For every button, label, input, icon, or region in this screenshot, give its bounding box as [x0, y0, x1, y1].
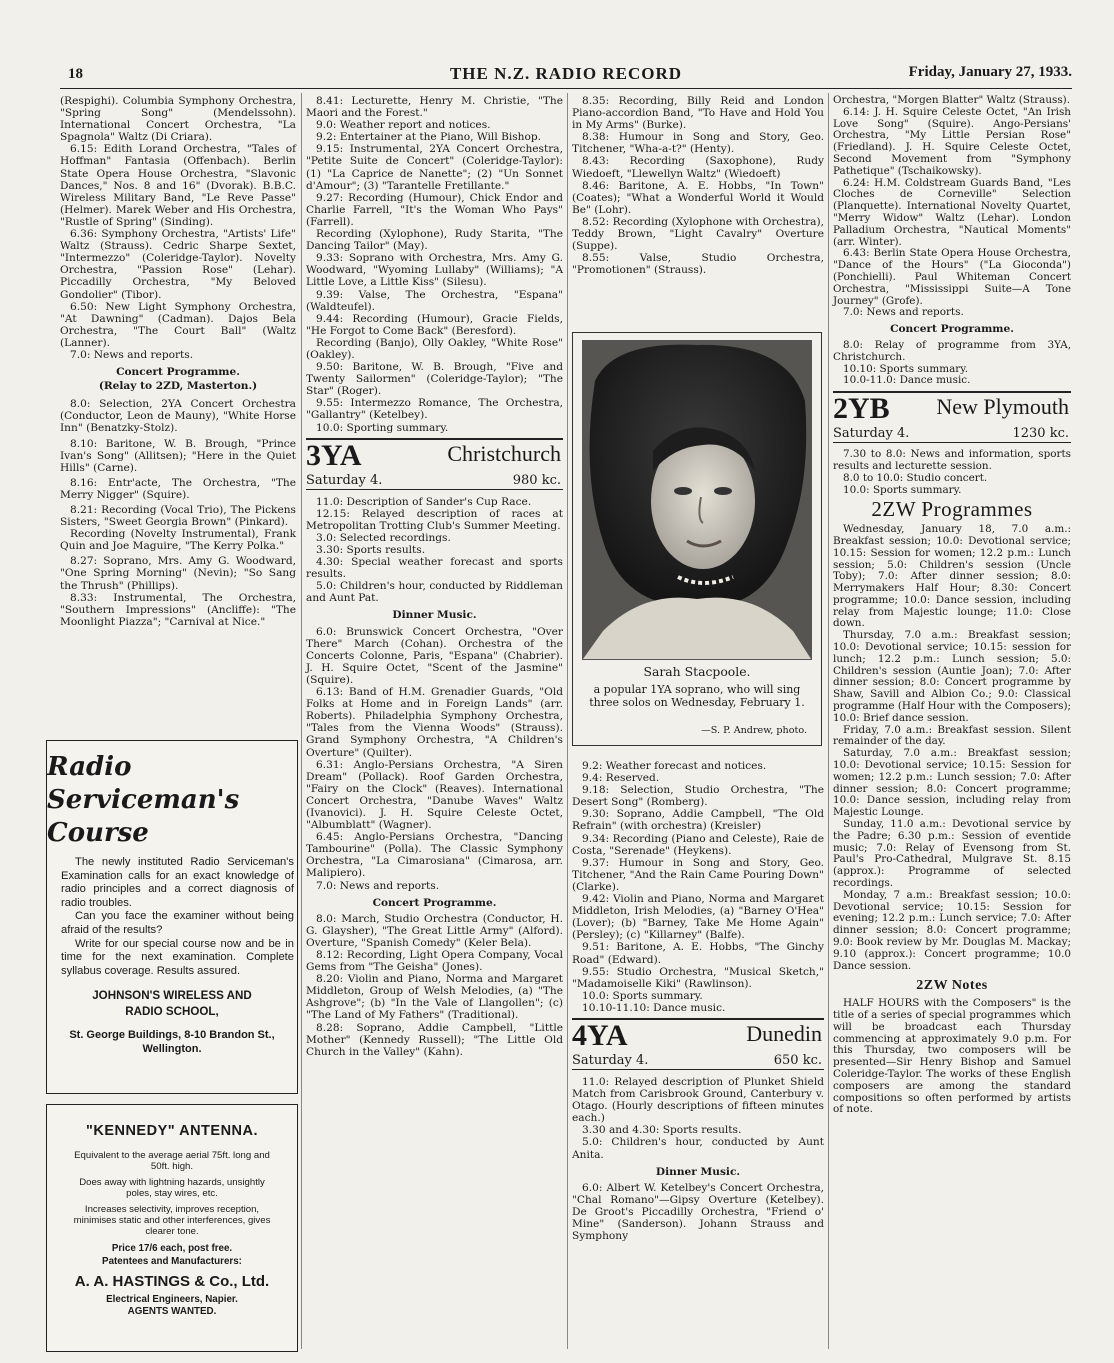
programme-item: 8.0: March, Studio Orchestra (Conductor, H. G. Glaysher), "The Great Little Army" (Alford). Overture, "Spanish Comedy" (Keler Bela). — [306, 912, 563, 949]
section-heading: Dinner Music. — [392, 609, 477, 622]
programme-item: 9.0: Weather report and notices. — [316, 119, 491, 132]
station-callsign: 3YA — [306, 438, 362, 472]
programme-item: 11.0: Description of Sander's Cup Race. — [316, 495, 532, 508]
programme-item: 5.0: Children's hour, conducted by Riddleman and Aunt Pat. — [306, 580, 563, 605]
programme-item: 8.55: Valse, Studio Orchestra, "Promotionen" (Strauss). — [572, 252, 824, 277]
programme-item: 7.0: News and reports. — [316, 879, 440, 892]
programme-item: 8.12: Recording, Light Opera Company, Vocal Gems from "The Geisha" (Jones). — [306, 949, 563, 974]
programme-item: 9.4: Reserved. — [582, 772, 660, 785]
photo-caption: a popular 1YA soprano, who will sing three solos on Wednesday, February 1. — [589, 683, 805, 709]
programme-item: 8.46: Baritone, A. E. Hobbs, "In Town" (Coates); "What a Wonderful World it Would Be" (Lohr). — [572, 179, 824, 216]
station-city: Christchurch — [447, 440, 561, 466]
programme-item: 10.0: Sports summary. — [582, 989, 703, 1002]
programme-item: 6.13: Band of H.M. Grenadier Guards, "Old Folks at Home and in Foreign Lands" (arr. Roberts). Philadelphia Symphony Orchestra, "Tales from the Vienna Woods" (Strauss). Grand Symphony Orchestra, "A Children's Overture" (Quilter). — [306, 686, 563, 759]
programme-item: 6.14: J. H. Squire Celeste Octet, "An Irish Love Song" (Squire). Ango-Persians' Orchestra, "My Little Persian Rose" (Friedland). J. H. Squire Celeste Octet, Second Movement from "Symphony Pathetique" (Tschaikowsky). — [833, 105, 1071, 177]
programme-item: 7.0: News and reports. — [843, 306, 964, 319]
programme-item: (Respighi). Columbia Symphony Orchestra, "Spring Song" (Mendelssohn). International Concert Orchestra, "La Spagnola" Waltz (Di Criara). — [60, 95, 296, 144]
programme-item: 6.45: Anglo-Persians Orchestra, "Dancing Tambourine" (Polla). The Classic Symphony Orchestra, "La Cimarosiana" (Cimarosa, arr. Malipiero). — [306, 831, 563, 880]
ad-price: Price 17/6 each, post free. — [111, 1243, 233, 1255]
programme-item: 10.0-11.0: Dance music. — [843, 374, 971, 387]
column-4 — [833, 95, 1071, 1116]
section-heading: Concert Programme. — [116, 366, 240, 379]
station-header-4ya — [572, 1018, 824, 1070]
section-heading: Dinner Music. — [655, 1165, 741, 1178]
ad-firm — [47, 988, 297, 1020]
programme-item: 10.0: Sporting summary. — [316, 421, 449, 434]
programme-item: 6.24: H.M. Coldstream Guards Band, "Les Cloches de Corneville" Selection (Planquette). International Novelty Quartet, "Merry Widow" Waltz (Lehar). London Palladium Orchestra, "Nautical Moments" (arr. Winter). — [833, 176, 1071, 248]
section-subheading: (Relay to 2ZD, Masterton.) — [98, 380, 258, 393]
programme-item: 8.38: Humour in Song and Story, Geo. Titchener, "Wha-a-t?" (Henty). — [572, 131, 824, 156]
programme-item: 9.44: Recording (Humour), Gracie Fields, "He Forgot to Come Back" (Beresford). — [306, 312, 563, 337]
programme-item: 8.0: Relay of programme from 3YA, Christchurch. — [833, 338, 1071, 363]
masthead — [60, 62, 1072, 90]
ad-brand: "KENNEDY" ANTENNA. — [85, 1123, 259, 1139]
ad-paragraph: The newly instituted Radio Serviceman's Examination calls for an exact knowledge of radio principles and a correct diagnosis of radio troubles. — [61, 856, 294, 909]
ad-headline-line: Serviceman's — [47, 785, 240, 815]
programme-item: 9.2: Weather forecast and notices. — [582, 760, 767, 772]
programme-item: 6.0: Albert W. Ketelbey's Concert Orchestra, "Chal Romano"—Gipsy Overture (Ketelbey). De Groot's Piccadilly Orchestra, "Friend o' Mine" (Sanderson). Johann Strauss and Symphony — [572, 1181, 824, 1243]
programme-item: 8.28: Soprano, Addie Campbell, "Little Mother" (Kennedy Russell); "The Little Old Church in the Valley" (Kahn). — [306, 1021, 563, 1058]
programme-item: 6.15: Edith Lorand Orchestra, "Tales of Hoffman" Fantasia (Offenbach). Berlin State Opera House Orchestra, "Slavonic Dances," Nos. 8 and 16" (Dvorak). B.B.C. Wireless Military Band, "Le Reve Passe" (Helmer). Marek Weber and His Orchestra, "Rustle of Spring" (Sinding). — [60, 143, 296, 228]
column-2 — [306, 95, 563, 1058]
programme-item: 8.16: Entr'acte, The Orchestra, "The Merry Nigger" (Squire). — [60, 476, 296, 501]
masthead-rule — [60, 88, 1072, 89]
column-divider — [301, 93, 302, 1349]
section-title-2zw-programmes: 2ZW Programmes — [871, 497, 1033, 522]
programme-item: 4.30: Special weather forecast and sports results. — [306, 556, 563, 581]
ad-company-line: AGENTS WANTED. — [127, 1306, 217, 1318]
radio-course-advertisement — [46, 740, 298, 1094]
ad-body — [47, 856, 297, 978]
schedule-day: Monday, 7 a.m.: Breakfast session; 10.0: Devotional service; 10.15: Session for evening; 12.2 p.m.: Lunch service; 7.0: After dinner session; 8.0: Concert programme; 9.0: Book review by Mr. Douglas M. Mackay; 9.10 (approx.): Concert programme; 10.0 Dance session. — [833, 888, 1071, 972]
ad-company: A. A. HASTINGS & Co., Ltd. — [74, 1273, 270, 1291]
kennedy-antenna-advertisement — [46, 1104, 298, 1352]
section-heading: Concert Programme. — [890, 323, 1014, 336]
ad-feature: Increases selectivity, improves reception, minimises static and other interferences, gives clearer tone. — [73, 1204, 271, 1237]
programme-item: 9.55: Intermezzo Romance, The Orchestra, "Gallantry" (Ketelbey). — [306, 397, 563, 422]
programme-item: 7.0: News and reports. — [70, 348, 194, 361]
programme-item: 9.34: Recording (Piano and Celeste), Raie de Costa, "Serenade" (Heykens). — [572, 832, 824, 857]
programme-item: 8.43: Recording (Saxophone), Rudy Wiedoeft, "Llewellyn Waltz" (Wiedoeft) — [572, 155, 824, 180]
ad-patentees: Patentees and Manufacturers: — [102, 1256, 242, 1268]
programme-item: 6.50: New Light Symphony Orchestra, "At Dawning" (Cadman). Dajos Bela Orchestra, "The Court Ball" (Waltz (Lanner). — [60, 300, 296, 349]
programme-item: 9.50: Baritone, W. B. Brough, "Five and Twenty Sailormen" (Coleridge-Taylor); "The Star" (Roger). — [306, 361, 563, 398]
programme-item: 9.39: Valse, The Orchestra, "Espana" (Waldteufel). — [306, 288, 563, 313]
programme-item: Recording (Xylophone), Rudy Starita, "The Dancing Tailor" (May). — [306, 228, 563, 253]
schedule-day: Friday, 7.0 a.m.: Breakfast session. Silent remainder of the day. — [833, 723, 1071, 748]
programme-item: 10.10: Sports summary. — [843, 362, 969, 375]
programme-item: 8.41: Lecturette, Henry M. Christie, "The Maori and the Forest." — [306, 95, 563, 120]
portrait-illustration — [583, 341, 811, 659]
portrait-image — [582, 340, 812, 660]
programme-item: 10.10-11.10: Dance music. — [582, 1001, 726, 1014]
programme-item: 3.0: Selected recordings. — [316, 531, 451, 544]
ad-firm-line: JOHNSON'S WIRELESS AND — [92, 989, 252, 1003]
ad-address — [47, 1028, 297, 1056]
programme-item: 6.36: Symphony Orchestra, "Artists' Life" Waltz (Strauss). Cedric Sharpe Sextet, "Intermezzo" (Coleridge-Taylor). Novelty Orchestra, "Passion Rose" (Lehar). Piccadilly Orchestra, "My Beloved Gondolier" (Tibor). — [60, 228, 296, 301]
programme-item: 6.43: Berlin State Opera House Orchestra, "Dance of the Hours" ("La Gioconda") (Ponchielli). Paul Whiteman Concert Orchestra, "Mississippi Suite—A Tone Journey" (Grofe). — [833, 247, 1071, 307]
section-title-2zw-notes: 2ZW Notes — [916, 978, 988, 994]
schedule-day: Thursday, 7.0 a.m.: Breakfast session; 10.0: Devotional service; 10.15: session for lunch; 12.2 p.m.: Lunch session; 5.0: Children's session (Auntie Joan); 7.0: After dinner session; 8.0: Concert programme by Shaw, Savill and Albion Co.; 9.0: Classical programme (Half Hour with the Composers); 10.0: Brief dance session. — [833, 629, 1071, 724]
ad-headline-line: Radio — [47, 752, 132, 782]
photo-subject-name: Sarah Stacpoole. — [643, 664, 751, 679]
page-number: 18 — [68, 66, 83, 82]
ad-headline-line: Course — [47, 818, 149, 848]
column-3-top — [572, 95, 824, 276]
programme-item: 9.18: Selection, Studio Orchestra, "The Desert Song" (Romberg). — [572, 784, 824, 809]
programme-item: 3.30 and 4.30: Sports results. — [582, 1124, 742, 1137]
programme-item: 8.0: Selection, 2YA Concert Orchestra (Conductor, Leon de Mauny), "White Horse Inn" (Benatzky-Stolz). — [60, 398, 296, 435]
ad-firm-line: RADIO SCHOOL, — [125, 1005, 219, 1019]
programme-item: 9.30: Soprano, Addie Campbell, "The Old Refrain" (with orchestra) (Kreisler) — [572, 808, 824, 833]
programme-item: 8.0 to 10.0: Studio concert. — [843, 471, 988, 484]
schedule-day: Sunday, 11.0 a.m.: Devotional service by the Padre; 6.30 p.m.: Session of eventide music; 7.0: Relay of Evensong from St. Paul's Pro-Cathedral, Mulgrave St. 8.15 (approx.): Programme of selected recordings. — [833, 818, 1071, 890]
programme-item: 7.30 to 8.0: News and information, sports results and lecturette session. — [833, 448, 1071, 472]
notes-paragraph: HALF HOURS with the Composers" is the title of a series of special programmes which will be broadcast each Thursday commencing at approximately 9.0 p.m. For this Thursday, two composers will be presented—Sir Henry Bishop and Samuel Coleridge-Taylor. The works of these English composers are among the standard compositions so often performed by artists of note. — [833, 997, 1071, 1116]
programme-item: 12.15: Relayed description of races at Metropolitan Trotting Club's Summer Meeting. — [306, 507, 563, 532]
programme-item: 6.0: Brunswick Concert Orchestra, "Over There" March (Cohan). Orchestra of the Concerts Colonne, Paris, "Espana" (Chabrier). J. H. Squire Octet, "Scent of the Jasmine" (Squire). — [306, 625, 563, 686]
programme-item: 8.33: Instrumental, The Orchestra, "Southern Impressions" (Ancliffe): "The Moonlight Piazza"; "Carnival at Nice." — [60, 591, 296, 628]
programme-item: 9.2: Entertainer at the Piano, Will Bishop. — [316, 131, 542, 144]
column-divider — [828, 93, 829, 1349]
programme-item: 8.52: Recording (Xylophone with Orchestra), Teddy Brown, "Light Cavalry" Overture (Suppe). — [572, 215, 824, 253]
ad-address-line: St. George Buildings, 8-10 Brandon St., — [69, 1029, 275, 1042]
portrait-photo — [572, 332, 822, 746]
ad-company-line: Electrical Engineers, Napier. — [106, 1294, 238, 1306]
ad-paragraph: Can you face the examiner without being afraid of the results? — [61, 910, 294, 936]
programme-item: 8.21: Recording (Vocal Trio), The Pickens Sisters, "Sweet Georgia Brown" (Pinkard). — [60, 504, 296, 529]
station-callsign: 2YB — [833, 392, 890, 426]
section-heading: Concert Programme. — [372, 896, 497, 909]
programme-item: 9.55: Studio Orchestra, "Musical Sketch," "Madamoiselle Kiki" (Rawlinson). — [572, 965, 824, 990]
programme-item: 8.27: Soprano, Mrs. Amy G. Woodward, "One Spring Morning" (Nevin); "So Sang the Thrush" (Phillips). — [60, 555, 296, 592]
programme-item: 6.31: Anglo-Persians Orchestra, "A Siren Dream" (Pollack). Roof Garden Orchestra, "Fairy on the Clock" (Reaves). International Concert Orchestra, "Danube Waves" Waltz (Ivanovici). J. H. Squire Celeste Octet, "Albumblatt" (Wagner). — [306, 758, 563, 832]
programme-item: 9.42: Violin and Piano, Norma and Margaret Middleton, Irish Melodies, (a) "Barney O'Hea" (Lover); (b) "Barney, Take Me Home Again" (Persley); (c) "Killarney" (Balfe). — [572, 893, 824, 942]
programme-item: 9.15: Instrumental, 2YA Concert Orchestra, "Petite Suite de Concert" (Coleridge-Taylor): (1) "La Caprice de Nanette"; (2) "Un Sonnet d'Amour"; (3) "Tarantelle Fretillante." — [306, 143, 563, 192]
station-header-2yb — [833, 391, 1071, 443]
column-1 — [60, 95, 296, 628]
photo-credit: —S. P. Andrew, photo. — [701, 725, 807, 736]
programme-item: 3.30: Sports results. — [316, 544, 426, 556]
ad-feature: Does away with lightning hazards, unsightly poles, stay wires, etc. — [79, 1177, 265, 1199]
programme-item: 9.27: Recording (Humour), Chick Endor and Charlie Farrell, "It's the Woman Who Pays" (Farrell). — [306, 191, 563, 228]
station-city: New Plymouth — [936, 394, 1069, 420]
station-city: Dunedin — [746, 1020, 822, 1046]
programme-item: 9.37: Humour in Song and Story, Geo. Titchener, "And the Rain Came Pouring Down" (Clarke). — [572, 856, 824, 893]
station-day: Saturday 4. — [572, 1052, 649, 1068]
station-frequency: 650 kc. — [773, 1052, 822, 1068]
schedule-day: Wednesday, January 18, 7.0 a.m.: Breakfast session; 10.0: Devotional service; 10.15: Session for women; 12.2 p.m.: Lunch session; 5.0: Children's session (Uncle Toby); 7.0: After dinner session; 8.0: Merrymakers Half Hour; 8.30: Concert programme; 10.0: Dance session, including relay from Majestic lounge; 11.0: Close down. — [833, 523, 1071, 630]
station-frequency: 1230 kc. — [1012, 426, 1069, 442]
programme-item: 8.10: Baritone, W. B. Brough, "Prince Ivan's Song" (Allitsen); "Here in the Quiet Hills" (Carne). — [60, 437, 296, 474]
programme-item: 9.33: Soprano with Orchestra, Mrs. Amy G. Woodward, "Wyoming Lullaby" (Williams); "A Little Love, a Little Kiss" (Silesu). — [306, 252, 563, 289]
programme-item: Orchestra, "Morgen Blatter" Waltz (Strauss). — [833, 94, 1071, 106]
ad-paragraph: Write for our special course now and be in time for the next examination. Complete syllabus coverage. Results assured. — [61, 937, 294, 977]
programme-item: 8.35: Recording, Billy Reid and London Piano-accordion Band, "To Have and Hold You in My Arms" (Burke). — [572, 95, 824, 132]
publication-title: THE N.Z. RADIO RECORD — [449, 64, 683, 83]
station-header-3ya — [306, 438, 563, 490]
schedule-day: Saturday, 7.0 a.m.: Breakfast session; 10.0: Devotional service; 10.15: Session for women; 12.2 p.m.: Lunch session; 7.0: After dinner session; 8.0: Concert programme; 10.0: Dance session, including relay from Majestic Lounge. — [833, 747, 1071, 819]
programme-item: 5.0: Children's hour, conducted by Aunt Anita. — [572, 1136, 824, 1161]
ad-feature: Equivalent to the average aerial 75ft. long and 50ft. high. — [74, 1150, 270, 1172]
station-frequency: 980 kc. — [512, 472, 561, 488]
programme-item: 8.20: Violin and Piano, Norma and Margaret Middleton, Group of Welsh Melodies, (a) "The Ashgrove"; (b) "In the Vale of Llangollen"; (c) "The Land of My Fathers" (Traditional). — [306, 973, 563, 1022]
issue-date: Friday, January 27, 1933. — [908, 64, 1072, 80]
ad-address-line: Wellington. — [142, 1043, 202, 1056]
programme-item: Recording (Novelty Instrumental), Frank Quin and Joe Maguire, "The Kerry Polka." — [60, 528, 296, 553]
ad-headline — [47, 751, 297, 850]
column-3-bottom — [572, 760, 824, 1242]
programme-item: 9.51: Baritone, A. E. Hobbs, "The Ginchy Road" (Edward). — [572, 941, 824, 966]
programme-item: 10.0: Sports summary. — [843, 483, 962, 496]
station-day: Saturday 4. — [833, 426, 910, 442]
station-callsign: 4YA — [572, 1018, 628, 1052]
programme-item: Recording (Banjo), Olly Oakley, "White Rose" (Oakley). — [306, 336, 563, 361]
column-divider — [567, 93, 568, 1349]
programme-item: 11.0: Relayed description of Plunket Shield Match from Carisbrook Ground, Canterbury v. Otago. (Hourly descriptions of fifteen minutes each.) — [572, 1075, 824, 1125]
station-day: Saturday 4. — [306, 472, 383, 488]
